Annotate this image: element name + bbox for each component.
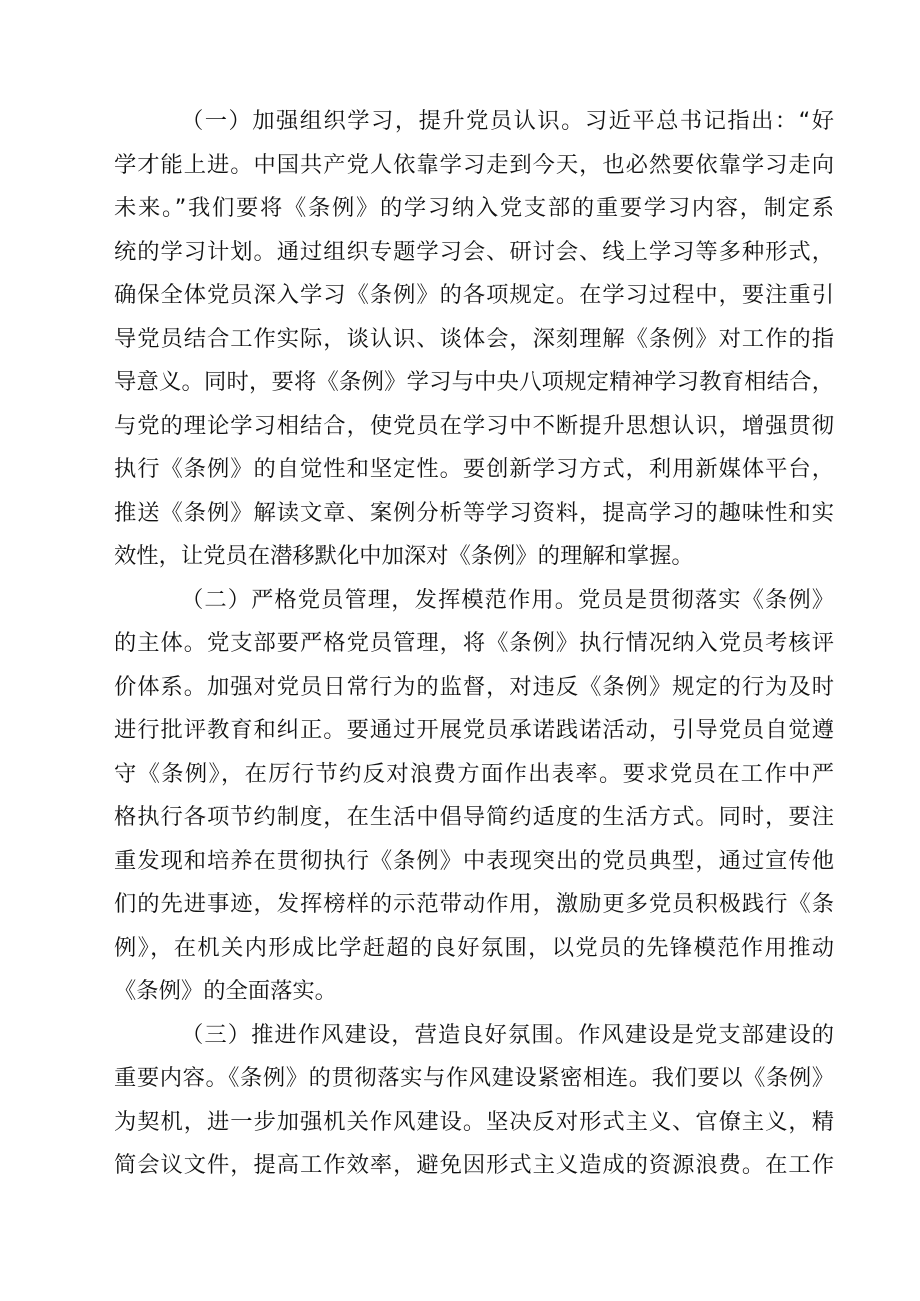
paragraph-line: 简会议文件，提高工作效率，避免因形式主义造成的资源浪费。在工作 xyxy=(114,1152,834,1178)
paragraph-line: 效性，让党员在潜移默化中加深对《条例》的理解和掌握。 xyxy=(114,543,694,569)
paragraph-line: （三）推进作风建设，营造良好氛围。作风建设是党支部建设的 xyxy=(181,1021,834,1048)
paragraph-line: 的主体。党支部要严格党员管理，将《条例》执行情况纳入党员考核评 xyxy=(114,630,834,656)
paragraph-line: 为契机，进一步加强机关作风建设。坚决反对形式主义、官僚主义，精 xyxy=(114,1108,834,1135)
paragraph-line: 格执行各项节约制度，在生活中倡导简约适度的生活方式。同时，要注 xyxy=(114,804,834,830)
paragraph-line: 重要内容。《条例》的贯彻落实与作风建设紧密相连。我们要以《条例》 xyxy=(114,1065,834,1091)
paragraph-line: 例》，在机关内形成比学赶超的良好氛围，以党员的先锋模范作用推动 xyxy=(114,934,834,961)
paragraph-line: 学才能上进。中国共产党人依靠学习走到今天，也必然要依靠学习走向 xyxy=(114,151,834,178)
paragraph-line: 推送《条例》解读文章、案例分析等学习资料，提高学习的趣味性和实 xyxy=(114,499,834,526)
paragraph-line: 重发现和培养在贯彻执行《条例》中表现突出的党员典型，通过宣传他 xyxy=(114,847,834,874)
paragraph-3 xyxy=(114,1014,834,1188)
paragraph-line: （一）加强组织学习，提升党员认识。习近平总书记指出：“好 xyxy=(181,108,834,134)
paragraph-line: 未来。”我们要将《条例》的学习纳入党支部的重要学习内容，制定系 xyxy=(114,195,834,221)
paragraph-line: 统的学习计划。通过组织专题学习会、研讨会、线上学习等多种形式， xyxy=(114,238,834,265)
paragraph-line: 导意义。同时，要将《条例》学习与中央八项规定精神学习教育相结合， xyxy=(114,369,834,395)
paragraph-line: 与党的理论学习相结合，使党员在学习中不断提升思想认识，增强贯彻 xyxy=(114,412,834,439)
paragraph-2 xyxy=(114,579,834,1014)
paragraph-line: 导党员结合工作实际，谈认识、谈体会，深刻理解《条例》对工作的指 xyxy=(114,325,834,352)
document-body xyxy=(114,100,834,1188)
paragraph-line: （二）严格党员管理，发挥模范作用。党员是贯彻落实《条例》 xyxy=(181,586,834,613)
paragraph-line: 们的先进事迹，发挥榜样的示范带动作用，激励更多党员积极践行《条 xyxy=(114,891,834,917)
paragraph-line: 价体系。加强对党员日常行为的监督，对违反《条例》规定的行为及时 xyxy=(114,673,834,700)
paragraph-line: 确保全体党员深入学习《条例》的各项规定。在学习过程中，要注重引 xyxy=(114,282,834,308)
paragraph-1 xyxy=(114,100,834,579)
paragraph-line: 守《条例》，在厉行节约反对浪费方面作出表率。要求党员在工作中严 xyxy=(114,760,834,787)
paragraph-line: 进行批评教育和纠正。要通过开展党员承诺践诺活动，引导党员自觉遵 xyxy=(114,717,834,743)
paragraph-line: 《条例》的全面落实。 xyxy=(114,978,337,1004)
paragraph-line: 执行《条例》的自觉性和坚定性。要创新学习方式，利用新媒体平台， xyxy=(114,456,834,482)
